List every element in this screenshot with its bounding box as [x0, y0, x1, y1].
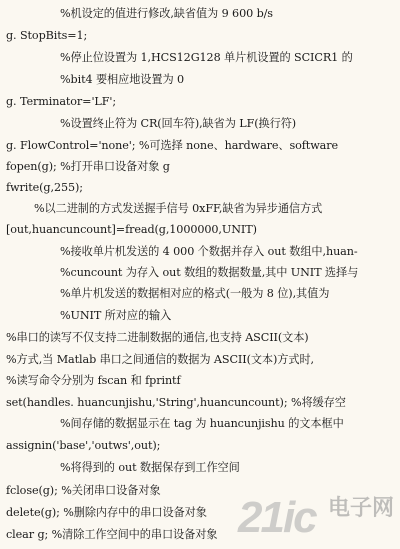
- watermark-url: 21ic: [238, 493, 316, 542]
- code-line-19: set(handles. huancunjishu,'String',huancuncount); %将缓存空: [6, 396, 346, 409]
- code-line-9: fwrite(g,255);: [6, 181, 83, 194]
- code-line-25: clear g; %清除工作空间中的串口设备对象: [6, 528, 218, 541]
- code-line-4: %bit4 要相应地设置为 0: [60, 73, 185, 86]
- code-line-12: %接收单片机发送的 4 000 个数据并存入 out 数组中,huan-: [60, 245, 358, 258]
- code-line-18: %读写命令分别为 fscan 和 fprintf: [6, 374, 181, 387]
- code-line-5: g. Terminator='LF';: [6, 95, 117, 108]
- code-line-6: %设置终止符为 CR(回车符),缺省为 LF(换行符): [60, 117, 297, 130]
- code-line-24: delete(g); %删除内存中的串口设备对象: [6, 506, 207, 519]
- code-line-21: assignin('base','outws',out);: [6, 439, 161, 452]
- code-line-13: %cuncount 为存入 out 数组的数据数量,其中 UNIT 选择与: [60, 266, 359, 279]
- code-line-2: g. StopBits=1;: [6, 29, 88, 42]
- code-line-8: fopen(g); %打开串口设备对象 g: [6, 160, 170, 173]
- code-line-20: %间存储的数据显示在 tag 为 huancunjishu 的文本框中: [60, 417, 344, 430]
- watermark-brand: 电子网: [327, 495, 394, 520]
- code-line-10: %以二进制的方式发送握手信号 0xFF,缺省为异步通信方式: [34, 202, 323, 215]
- code-line-16: %串口的读写不仅支持二进制数据的通信,也支持 ASCII(文本): [6, 331, 309, 344]
- code-line-7: g. FlowControl='none'; %可选择 none、hardware、software: [6, 139, 339, 152]
- code-line-22: %将得到的 out 数据保存到工作空间: [60, 461, 240, 474]
- code-line-14: %单片机发送的数据相对应的格式(一般为 8 位),其值为: [60, 287, 330, 300]
- code-line-15: %UNIT 所对应的输入: [60, 309, 172, 322]
- code-line-11: [out,huancuncount]=fread(g,1000000,UNIT): [6, 223, 257, 236]
- code-line-3: %停止位设置为 1,HCS12G128 单片机设置的 SCICR1 的: [60, 51, 353, 64]
- site-watermark: [238, 491, 398, 543]
- code-line-1: %机设定的值进行修改,缺省值为 9 600 b/s: [60, 7, 273, 20]
- code-line-17: %方式,当 Matlab 串口之间通信的数据为 ASCII(文本)方式时,: [6, 353, 314, 366]
- code-line-23: fclose(g); %关闭串口设备对象: [6, 484, 161, 497]
